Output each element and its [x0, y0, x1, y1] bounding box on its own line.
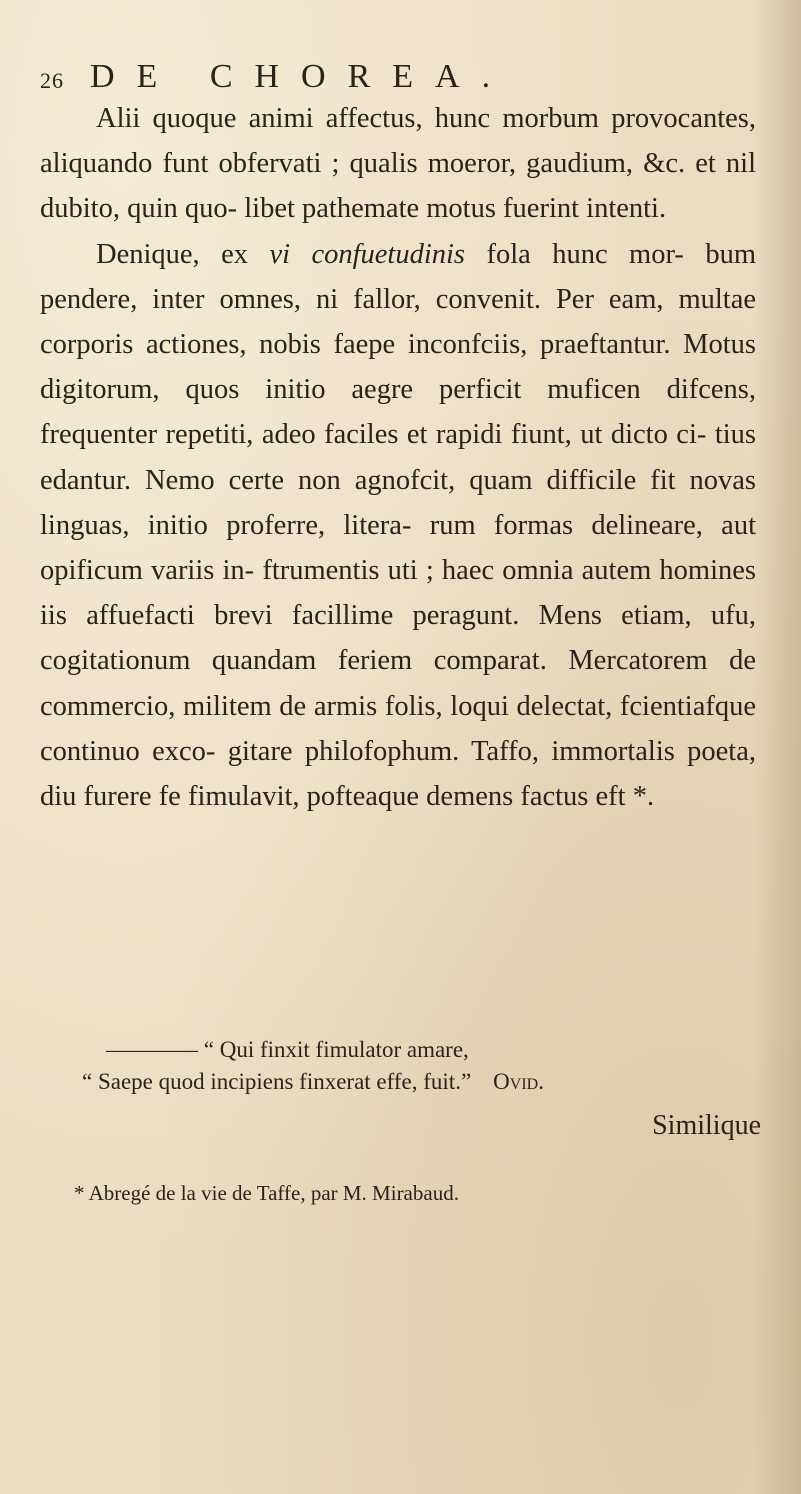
- text-line: libet pathemate motus fuerint intenti.: [244, 193, 667, 225]
- text-line: tius edantur. Nemo certe non agnofcit, quam: [40, 419, 757, 496]
- text-line: folis, loqui delectat, fcientiafque continuo exco-: [40, 690, 756, 767]
- text-line: affuefacti brevi facillime peragunt. Mens etiam,: [86, 600, 692, 632]
- verse-line-2-text: “ Saepe quod incipiens finxerat effe, fuit.”: [82, 1069, 472, 1094]
- text-line: rum formas delineare, aut opificum variis in-: [40, 509, 757, 587]
- paragraph-1: [40, 96, 756, 232]
- footnote: * Abregé de la vie de Taffe, par M. Mirabaud.: [74, 1181, 459, 1205]
- running-head: [40, 58, 740, 98]
- body-text: [40, 96, 756, 819]
- text-line: initio aegre perficit muficen difcens, frequenter: [40, 374, 757, 451]
- text-line: Per eam, multae corporis actiones, nobis faepe: [40, 283, 757, 361]
- page-number: 26: [40, 68, 64, 93]
- text-line: Mercatorem de commercio, militem de armis: [40, 645, 756, 722]
- text-line: moeror, gaudium, &c. et nil dubito, quin quo-: [40, 148, 756, 225]
- verse-quotation: [40, 1034, 756, 1098]
- verse-line-2: [40, 1066, 756, 1098]
- verse-attribution: Ovid.: [493, 1069, 544, 1094]
- text-line: ftrumentis uti ; haec omnia autem homines iis: [40, 555, 757, 632]
- text-line: bum pendere, inter omnes, ni fallor, convenit.: [40, 238, 756, 315]
- running-title: DE CHOREA.: [90, 58, 513, 95]
- text-line: repetiti, adeo faciles et rapidi fiunt, ut dicto ci-: [165, 419, 707, 451]
- verse-line-1: ———— “ Qui finxit fimulator amare,: [106, 1037, 469, 1062]
- text-line: Denique, ex vi confuetudinis fola hunc mor-: [96, 238, 684, 270]
- paragraph-2: [40, 232, 756, 820]
- text-line: inconfciis, praeftantur. Motus digitorum, quos: [40, 329, 757, 406]
- text-line: eft *.: [595, 781, 655, 813]
- text-line: diu furere fe fimulavit, pofteaque demens factus: [40, 781, 589, 813]
- text-line: difficile fit novas linguas, initio proferre, litera-: [40, 464, 757, 541]
- text-line: ufu, cogitationum quandam feriem comparat.: [40, 600, 756, 677]
- text-line: provocantes, aliquando funt obfervati ; qualis: [40, 103, 757, 180]
- catchword: Similique: [652, 1110, 761, 1141]
- text-line: gitare philofophum. Taffo, immortalis poeta,: [227, 735, 757, 767]
- text-line: Alii quoque animi affectus, hunc morbum: [96, 103, 599, 134]
